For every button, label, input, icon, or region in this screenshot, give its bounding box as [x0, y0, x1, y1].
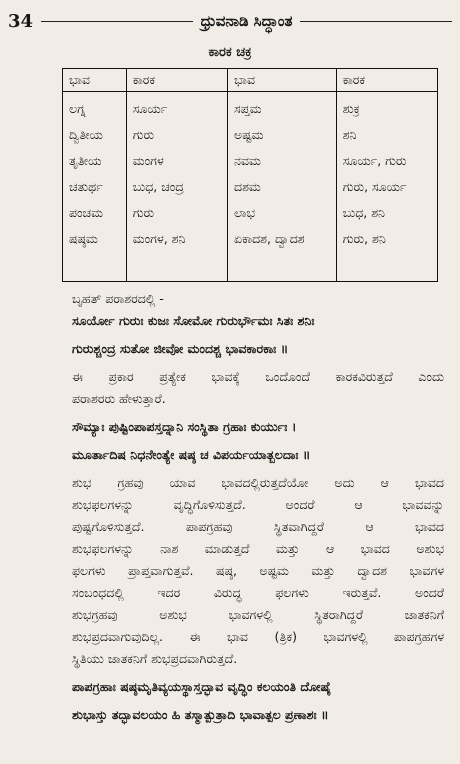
table-cell: ಷಷ್ಠಮ — [69, 231, 98, 246]
paragraph — [72, 366, 444, 410]
table-cell: ದಶಮ — [234, 179, 261, 194]
page-header — [8, 8, 452, 34]
sanskrit-verse-3 — [72, 676, 444, 726]
table-cell: ಮಂಗಳ — [132, 153, 164, 168]
body-text — [72, 288, 444, 726]
text-line: ಪರಾಶರರು ಹೇಳುತ್ತಾರೆ. — [72, 391, 166, 406]
table-caption: ಕಾರಕ ಚಕ್ರ — [208, 45, 252, 60]
text-line: ಬೃಹತ್ ಪರಾಶರದಲ್ಲಿ - — [72, 291, 164, 306]
table-cell: ಶನಿ — [342, 127, 357, 142]
table-cell: ಪಂಚಮ — [69, 205, 103, 220]
verse-line: ಗುರುಶ್ಚಂದ್ರ ಸುತೋ ಜೀವೋ ಮಂದಶ್ಚ ಭಾವಕಾರಕಾಃ ॥ — [72, 341, 289, 356]
text-line: ಈ ಪ್ರಕಾರ ಪ್ರತ್ಯೇಕ ಭಾವಕ್ಕೆ ಒಂದೊಂದೆ ಕಾರಕವಿರುತ್ತದೆ ಎಂದು — [72, 369, 444, 384]
text-line: ಶುಭಗ್ರಹವು ಅಶುಭ ಭಾವಗಳಲ್ಲಿ ಸ್ಥಿತರಾಗಿದ್ದರೆ ಜಾತಕನಿಗೆ — [72, 607, 444, 622]
paragraph — [72, 472, 444, 670]
table-cell: ತೃತೀಯ — [69, 153, 102, 168]
text-line: ಪುಷ್ಟಗೊಳಿಸುತ್ತದೆ. ಪಾಪಗ್ರಹವು ಸ್ಥಿತವಾಗಿದ್ದರೆ ಆ ಭಾವದ — [72, 519, 444, 534]
column-header: ಭಾವ — [63, 69, 127, 92]
karaka-column-2 — [336, 92, 437, 282]
bhava-column-2 — [228, 92, 337, 282]
sanskrit-verse-2 — [72, 416, 444, 466]
table-cell: ಬುಧ, ಚಂದ್ರ — [132, 179, 184, 194]
table-cell: ಸೂರ್ಯ, ಗುರು — [342, 153, 407, 168]
table-cell: ಲಗ್ನ — [69, 101, 86, 116]
column-header: ಭಾವ — [228, 69, 337, 92]
table-cell: ಶುಕ್ರ — [342, 101, 360, 116]
text-line: ಶುಭಪ್ರದವಾಗುವುದಿಲ್ಲ. ಈ ಭಾವ (ತ್ರಿಕ) ಭಾವಗಳಲ್ಲಿ ಪಾಪಗ್ರಹಗಳ — [72, 629, 444, 644]
verse-line: ಶುಭಾಸ್ತು ತದ್ಭಾವಲಯಂ ಹಿ ತಸ್ಮಾತ್ಪುತ್ರಾದಿ ಭಾವಾತ್ಪಲ ಪ್ರಣಾಶಃ ॥ — [72, 707, 329, 722]
intro-line — [72, 288, 444, 310]
verse-line: ಮೂರ್ತಾದಿಷ ನಿಧನೇಂತ್ಯೇ ಷಷ್ಠ ಚ ವಿಪರ್ಯಯಾತ್ಬಲದಾಃ ॥ — [72, 447, 311, 462]
karaka-table — [62, 68, 438, 282]
bhava-column-1 — [63, 92, 127, 282]
table-cell: ಸೂರ್ಯ — [132, 101, 168, 116]
header-rule-right — [300, 21, 452, 22]
text-line: ಫಲಗಳು ಪ್ರಾಪ್ತವಾಗುತ್ತವೆ. ಷಷ್ಠ, ಅಷ್ಟಮ ಮತ್ತು ದ್ವಾದಶ ಭಾವಗಳ — [72, 563, 444, 578]
table-cell: ಬುಧ, ಶನಿ — [342, 205, 386, 220]
text-line: ಶುಭಫಲಗಳನ್ನು ನಾಶ ಮಾಡುತ್ತದೆ ಮತ್ತು ಆ ಭಾವದ ಅಶುಭ — [72, 541, 444, 556]
text-line: ಶುಭ ಗ್ರಹವು ಯಾವ ಭಾವದಲ್ಲಿರುತ್ತದೆಯೋ ಅದು ಆ ಭಾವದ — [72, 475, 444, 490]
table-cell: ಗುರು, ಸೂರ್ಯ — [342, 179, 407, 194]
text-line: ಶುಭಫಲಗಳನ್ನು ವೃದ್ಧಿಗೊಳಿಸುತ್ತದೆ. ಅಂದರೆ ಆ ಭಾವವನ್ನು — [72, 497, 444, 512]
table-cell: ಗುರು, ಶನಿ — [342, 231, 386, 246]
running-title: ಧ್ರುವನಾಡಿ ಸಿದ್ಧಾಂತ — [200, 12, 293, 30]
text-line: ಸ್ಥಿತಿಯು ಜಾತಕನಿಗೆ ಶುಭಪ್ರದವಾಗಿರುತ್ತದೆ. — [72, 651, 238, 666]
table-body-row — [63, 92, 438, 282]
sanskrit-verse-1 — [72, 310, 444, 360]
header-rule-left — [41, 21, 193, 22]
page-number: 34 — [8, 10, 34, 32]
verse-line: ಸೂರ್ಯೋ ಗುರುಃ ಕುಜಃ ಸೋಮೋ ಗುರುರ್ಭೌಮಃ ಸಿತಃ ಶನಿಃ — [72, 313, 315, 328]
verse-line: ಪಾಪಗ್ರಹಾಃ ಷಷ್ಠಮೃತಿವ್ಯಯಸ್ಥಾಸ್ತದ್ಭಾವ ವೃದ್ಧಿಂ ಕಲಯಂತಿ ದೋಷೈ — [72, 679, 332, 694]
karaka-column-1 — [126, 92, 227, 282]
table-cell: ಗುರು — [132, 205, 155, 220]
table-cell: ಚತುರ್ಥ — [69, 179, 103, 194]
table-cell: ಸಪ್ತಮ — [234, 101, 262, 116]
verse-line: ಸೌಮ್ಯಾಃ ಪುಷ್ಟಿಂಪಾಪಸ್ತದ್ನಾನಿ ಸಂಸ್ಥಿತಾ ಗ್ರಹಾಃ ಕುರ್ಯುಃ । — [72, 419, 297, 434]
table-cell: ಗುರು — [132, 127, 155, 142]
table-cell: ಅಷ್ಟಮ — [234, 127, 264, 142]
table-cell: ದ್ವಿತೀಯ — [69, 127, 103, 142]
table-header-row — [63, 69, 438, 92]
table-cell: ಮಂಗಳ, ಶನಿ — [132, 231, 186, 246]
table-cell: ಏಕಾದಶ, ದ್ವಾದಶ — [234, 231, 305, 246]
column-header: ಕಾರಕ — [126, 69, 227, 92]
column-header: ಕಾರಕ — [336, 69, 437, 92]
table-cell: ಲಾಭ — [234, 205, 256, 220]
text-line: ಸಂಬಂಧದಲ್ಲಿ ಇದರ ವಿರುದ್ಧ ಫಲಗಳು ಇರುತ್ತವೆ. ಅಂದರೆ — [72, 585, 444, 600]
table-cell: ನವಮ — [234, 153, 261, 168]
